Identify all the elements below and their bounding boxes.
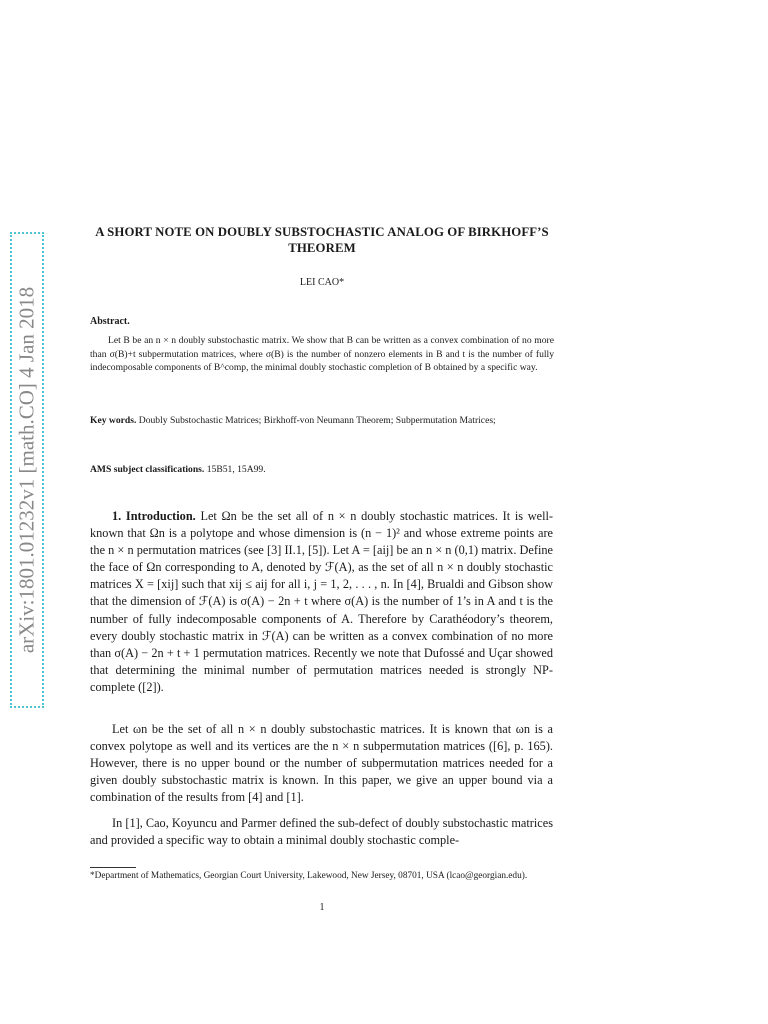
intro-paragraph-1 xyxy=(90,508,553,696)
arxiv-stamp: arXiv:1801.01232v1 [math.CO] 4 Jan 2018 xyxy=(14,286,39,654)
keywords xyxy=(90,414,554,428)
author: LEI CAO* xyxy=(299,277,345,288)
section-heading: 1. Introduction. xyxy=(112,509,196,523)
intro-paragraph-3: In [1], Cao, Koyuncu and Parmer defined the sub-defect of doubly substochastic matrices and provided a specific way to obtain a minimal doubly stochastic comple- xyxy=(90,816,553,848)
footnote: *Department of Mathematics, Georgian Court University, Lakewood, New Jersey, 08701, USA (lcao@georgian.edu). xyxy=(90,871,528,881)
intro-paragraph-2: Let ωn be the set of all n × n doubly substochastic matrices. It is known that ωn is a convex polytope as well and its vertices are the n × n subpermutation matrices ([6], p. 165). However, there is no upper bound or the number of subpermutation matrices needed for a given doubly substochastic matrix is known. In this paper, we give an upper bound via a combination of the results from [4] and [1]. xyxy=(90,722,553,805)
keywords-text: Doubly Substochastic Matrices; Birkhoff-von Neumann Theorem; Subpermutation Matrices; xyxy=(138,415,496,426)
page-number: 1 xyxy=(319,902,325,913)
intro-paragraph-1-text: Let Ωn be the set all of n × n doubly stochastic matrices. It is well-known that Ωn is a polytope and whose dimension is (n − 1)² and whose extreme points are the n × n permutation matrices (see [3] II.1, [5]). Let A = [aij] be an n × n (0,1) matrix. Define the face of Ωn corresponding to A, denoted by ℱ(A), as the set of all n × n doubly stochastic matrices X = [xij] such that xij ≤ aij for all i, j = 1, 2, . . . , n. In [4], Brualdi and Gibson show that the dimension of ℱ(A) is σ(A) − 2n + t where σ(A) is the number of 1’s in A and t is the number of fully indecomposable components of A. Therefore by Carathéodory’s theorem, every doubly stochastic matrix in ℱ(A) can be written as a convex combination of no more than σ(A) − 2n + t + 1 permutation matrices. Recently we note that Dufossé and Uçar showed that determining the minimal number of permutation matrices needed is strongly NP-complete ([2]). xyxy=(90,509,553,694)
abstract-body: Let B be an n × n doubly substochastic matrix. We show that B can be written as a convex combination of no more than σ(B)+t subpermutation matrices, where σ(B) is the number of nonzero elements in B and t is the number of fully indecomposable components of B^comp, the minimal doubly stochastic completion of B obtained by a specific way. xyxy=(90,335,554,374)
ams-classifications xyxy=(90,463,554,477)
ams-label: AMS subject classifications. xyxy=(90,464,205,475)
keywords-label: Key words. xyxy=(90,415,137,426)
paper-title: A SHORT NOTE ON DOUBLY SUBSTOCHASTIC ANALOG OF BIRKHOFF’S THEOREM xyxy=(95,225,549,255)
footnote-rule xyxy=(90,867,136,868)
ams-text: 15B51, 15A99. xyxy=(206,464,266,475)
abstract-heading: Abstract. xyxy=(90,316,130,327)
